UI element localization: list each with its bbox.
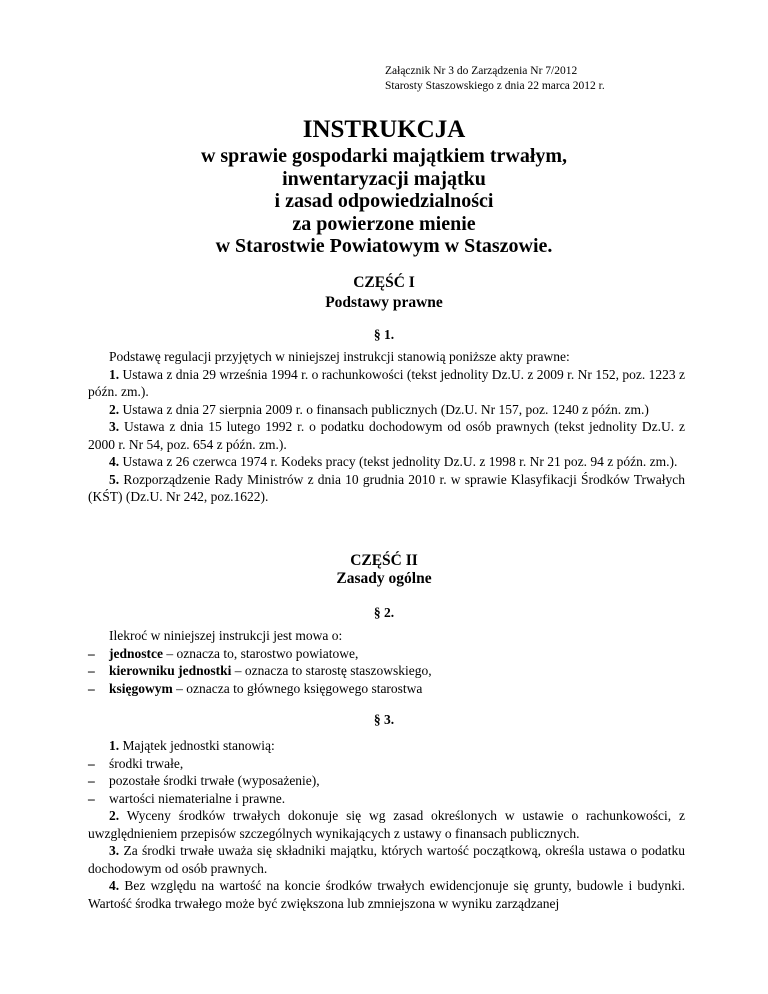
section-3: § 3.: [373, 712, 395, 727]
asset-item: [88, 790, 685, 808]
item-text: Ustawa z 26 czerwca 1974 r. Kodeks pracy (tekst jednolity Dz.U. z 1998 r. Nr 21 poz. 94 z późn. zm.).: [122, 454, 678, 469]
legal-act-item: [88, 453, 685, 471]
paragraph: [88, 807, 685, 842]
part-2-body: [88, 737, 685, 912]
item-text: Ustawa z dnia 15 lutego 1992 r. o podatku dochodowym od osób prawnych (tekst jednolity Dz.U. z 2000 r. Nr 54, poz. 654 z późn. zm.).: [88, 419, 685, 452]
paragraph: [88, 877, 685, 912]
definition-item: [88, 662, 685, 680]
dash-marker: –: [88, 680, 95, 696]
dash-marker: –: [88, 755, 95, 771]
item-number: 1.: [109, 366, 120, 382]
annex-note: [385, 64, 605, 94]
legal-act-item: [88, 418, 685, 453]
definition-text: – oznacza to głównego księgowego starostwa: [172, 680, 423, 696]
item-text: Wyceny środków trwałych dokonuje się wg zasad określonych w ustawie o rachunkowości, z uwzględnieniem przepisów szczególnych wynikających z ustawy o finansach publicznych.: [88, 808, 685, 841]
title-line: w sprawie gospodarki majątkiem trwałym,: [200, 145, 568, 167]
title-line: w Starostwie Powiatowym w Staszowie.: [215, 235, 553, 257]
part-1-subtitle: Podstawy prawne: [325, 294, 443, 311]
title-line: za powierzone mienie: [292, 212, 476, 235]
definition-text: – oznacza to, starostwo powiatowe,: [163, 645, 359, 661]
asset-text: środki trwałe,: [109, 755, 184, 771]
part-1-heading: CZĘŚĆ I: [353, 274, 415, 291]
asset-item: [88, 755, 685, 773]
definition-text: – oznacza to starostę staszowskiego,: [231, 663, 432, 678]
dash-marker: –: [88, 790, 95, 806]
paragraph: Podstawę regulacji przyjętych w niniejszej instrukcji stanowią poniższe akty prawne:: [109, 349, 570, 364]
part-2-subtitle: Zasady ogólne: [336, 570, 432, 587]
definition-term: jednostce: [109, 645, 163, 661]
definition-term: księgowym: [109, 680, 173, 696]
paragraph: [88, 842, 685, 877]
item-number: 1.: [109, 738, 120, 753]
item-number: 2.: [109, 808, 120, 823]
title-line: i zasad odpowiedzialności: [274, 190, 494, 212]
item-number: 4.: [109, 454, 120, 469]
item-number: 3.: [109, 843, 120, 858]
paragraph: Ilekroć w niniejszej instrukcji jest mowa o:: [109, 628, 343, 643]
title-main: INSTRUKCJA: [302, 116, 466, 143]
asset-text: pozostałe środki trwałe (wyposażenie),: [109, 773, 320, 788]
asset-text: wartości niematerialne i prawne.: [109, 790, 286, 806]
section-1: § 1.: [373, 327, 395, 342]
item-text: Bez względu na wartość na koncie środków trwałych ewidencjonuje się grunty, budowle i budynki. Wartość środka trwałego może być zwiększona lub zmniejszona w wyniku zarządzanej: [88, 878, 686, 911]
part-1-body: [88, 348, 685, 506]
asset-item: [88, 772, 685, 790]
definitions-block: [88, 627, 685, 697]
legal-act-item: [88, 366, 685, 401]
part-2-heading: CZĘŚĆ II: [350, 552, 418, 569]
section-2: § 2.: [373, 605, 395, 620]
item-text: Ustawa z dnia 27 sierpnia 2009 r. o finansach publicznych (Dz.U. Nr 157, poz. 1240 z późn. zm.): [122, 401, 649, 417]
item-number: 3.: [109, 419, 120, 434]
item-text: Rozporządzenie Rady Ministrów z dnia 10 grudnia 2010 r. w sprawie Klasyfikacji Środków Trwałych (KŚT) (Dz.U. Nr 242, poz.1622).: [88, 471, 685, 504]
item-number: 5.: [109, 471, 120, 487]
annex-line-2: Starosty Staszowskiego z dnia 22 marca 2012 r.: [385, 80, 605, 92]
item-text: Ustawa z dnia 29 września 1994 r. o rachunkowości (tekst jednolity Dz.U. z 2009 r. Nr 152, poz. 1223 z późn. zm.).: [88, 366, 686, 399]
annex-line-1: Załącznik Nr 3 do Zarządzenia Nr 7/2012: [385, 65, 578, 77]
dash-marker: –: [88, 663, 95, 678]
item-number: 2.: [109, 401, 120, 417]
title-line: inwentaryzacji majątku: [282, 167, 486, 190]
definition-item: [88, 645, 685, 663]
legal-act-item: [88, 471, 685, 506]
dash-marker: –: [88, 645, 95, 661]
item-number: 4.: [109, 878, 120, 893]
document-title: [0, 115, 768, 258]
definition-term: kierowniku jednostki: [109, 663, 232, 678]
paragraph: [88, 737, 685, 755]
dash-marker: –: [88, 773, 95, 788]
item-text: Majątek jednostki stanowią:: [122, 738, 275, 753]
item-text: Za środki trwałe uważa się składniki majątku, których wartość początkową, określa ustawa o podatku dochodowym od osób prawnych.: [88, 843, 686, 876]
definition-item: [88, 680, 685, 698]
legal-act-item: [88, 401, 685, 419]
